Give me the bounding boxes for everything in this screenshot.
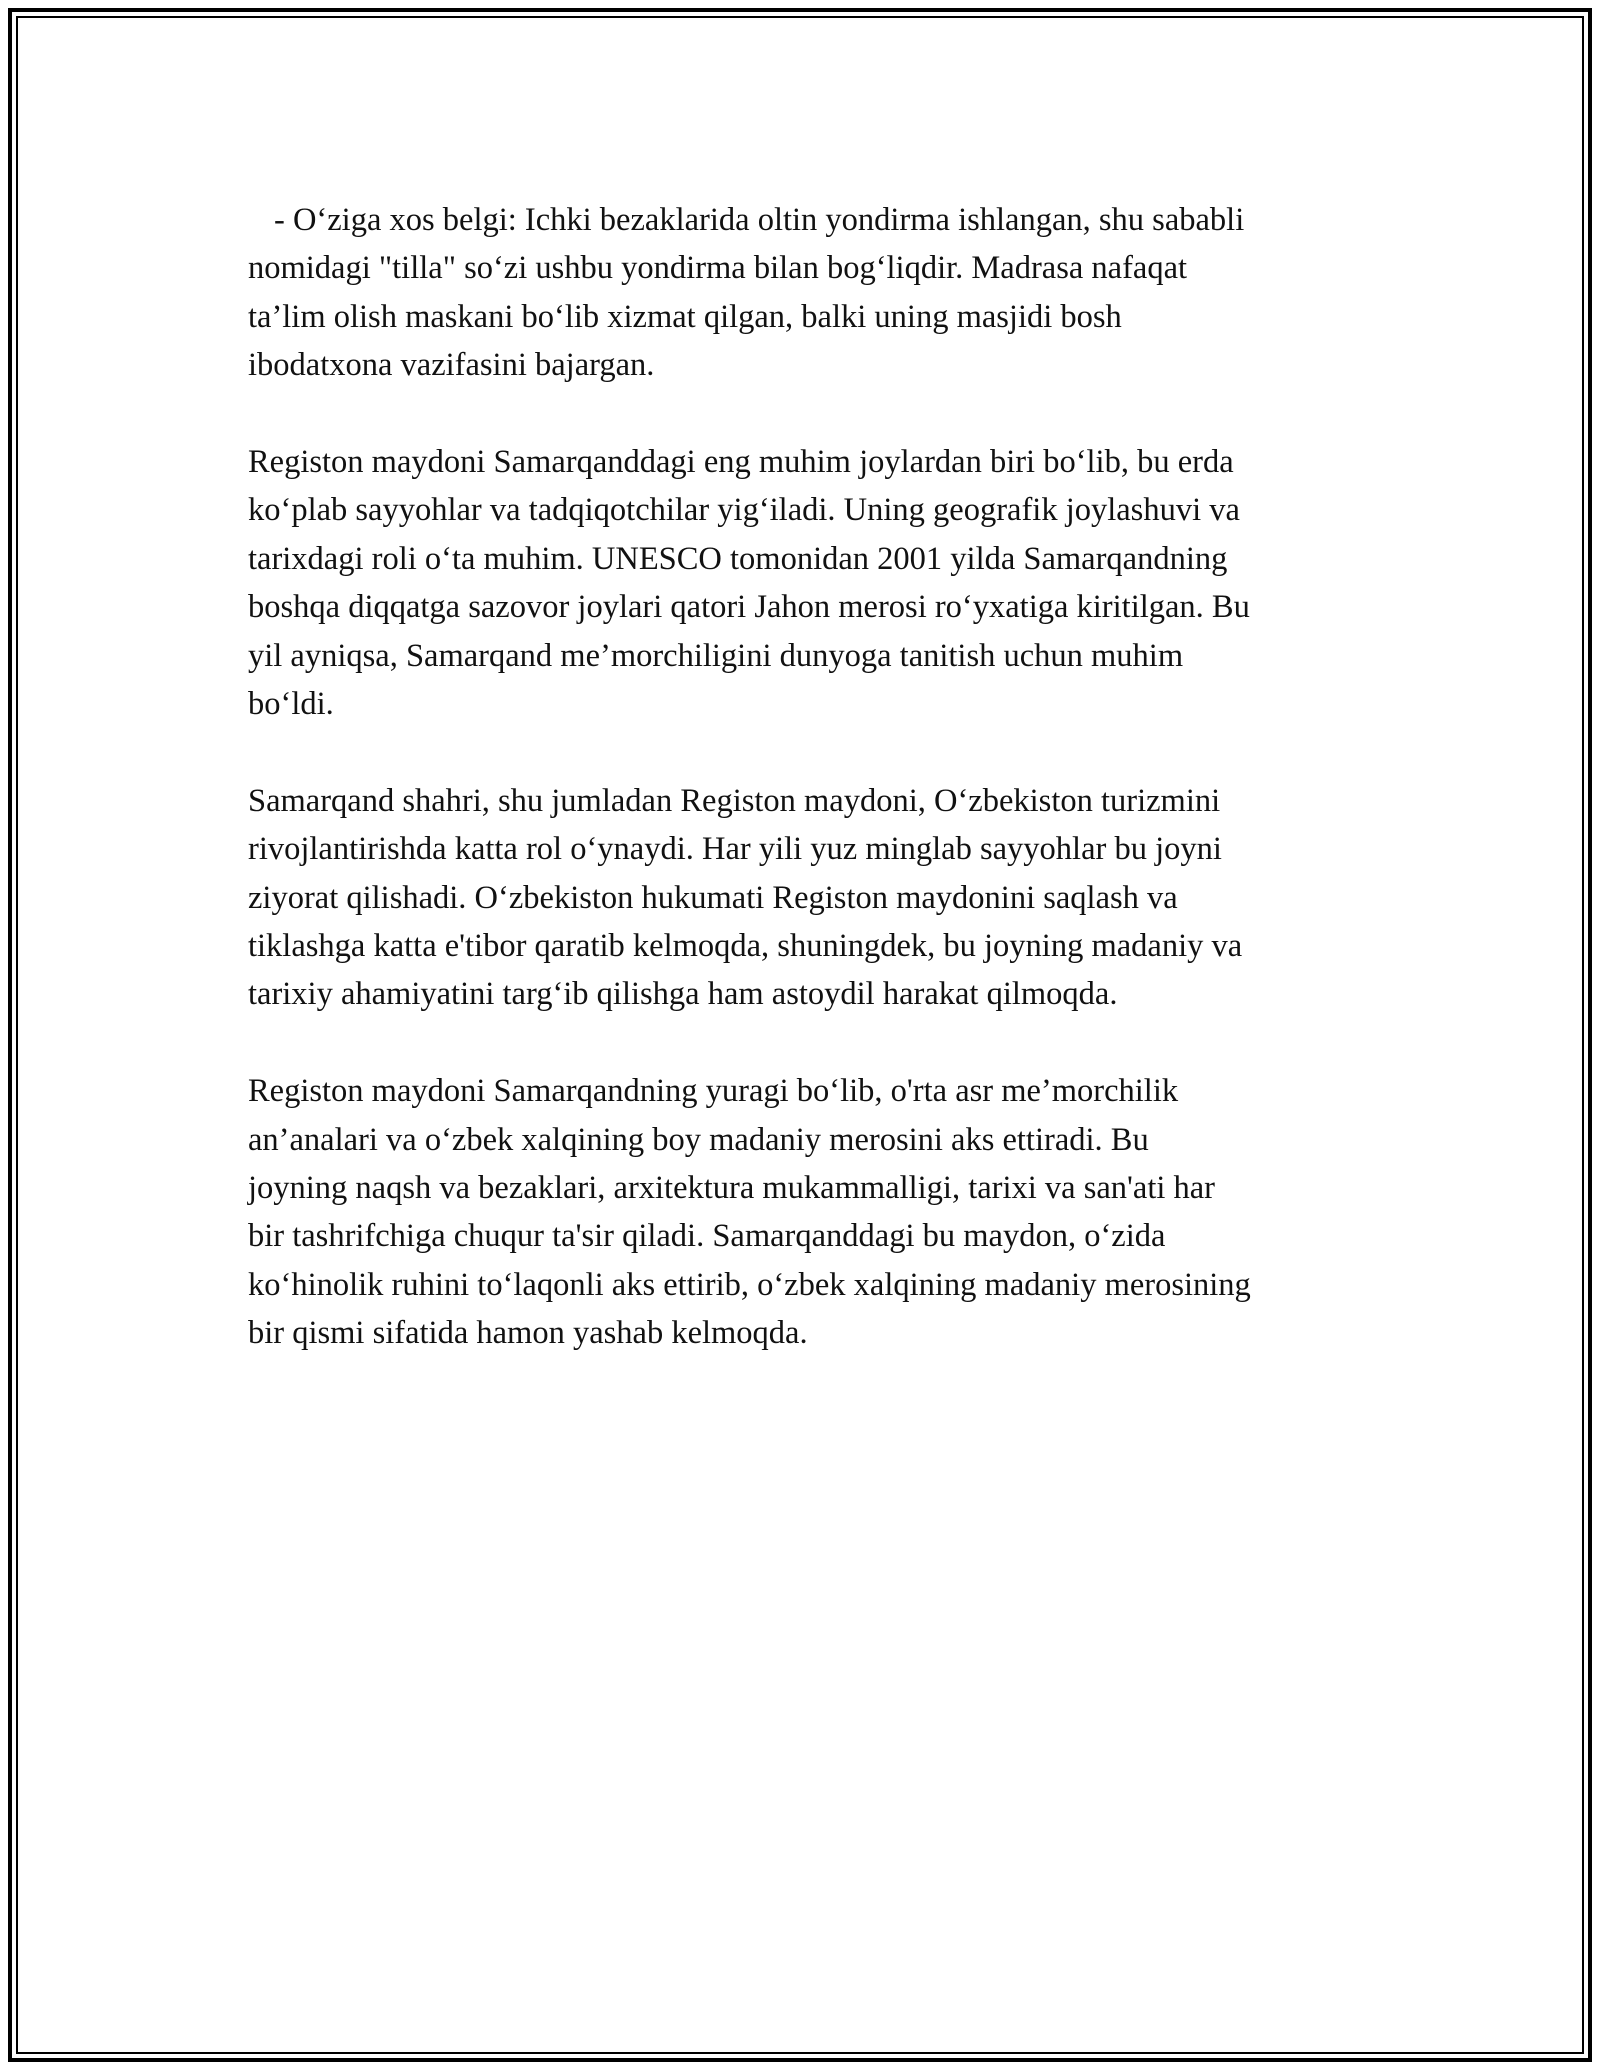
paragraph-registan-heart: Registon maydoni Samarqandning yuragi bo‘lib, o'rta asr me’morchilik an’analari va o‘zbek xalqining boy madaniy merosini aks ettiradi. Bu joyning naqsh va bezaklari, arxitektura mukammalligi, tarixi va san'ati har bir tashrifchiga chuqur ta'sir qiladi. Samarqanddagi bu maydon, o‘zida ko‘hinolik ruhini to‘laqonli aks ettirib, o‘zbek xalqining madaniy merosining bir qismi sifatida hamon yashab kelmoqda. <box>248 1073 1251 1352</box>
document-body <box>248 196 1408 1406</box>
paragraph-tilla-kori-feature: - O‘ziga xos belgi: Ichki bezaklarida oltin yondirma ishlangan, shu sababli nomidagi "tilla" so‘zi ushbu yondirma bilan bog‘liqdir. Madrasa nafaqat ta’lim olish maskani bo‘lib xizmat qilgan, balki uning masjidi bosh ibodatxona vazifasini bajargan. <box>248 202 1245 384</box>
paragraph-samarkand-tourism: Samarqand shahri, shu jumladan Registon maydoni, O‘zbekiston turizmini rivojlantirishda katta rol o‘ynaydi. Har yili yuz minglab sayyohlar bu joyni ziyorat qilishadi. O‘zbekiston hukumati Registon maydonini saqlash va tiklashga katta e'tibor qaratib kelmoqda, shuningdek, bu joyning madaniy va tarixiy ahamiyatini targ‘ib qilishga ham astoydil harakat qilmoqda. <box>248 782 1243 1013</box>
page-frame <box>8 8 1592 2062</box>
paragraph-registan-unesco: Registon maydoni Samarqanddagi eng muhim joylardan biri bo‘lib, bu erda ko‘plab sayyohlar va tadqiqotchilar yig‘iladi. Uning geografik joylashuvi va tarixdagi roli o‘ta muhim. UNESCO tomonidan 2001 yilda Samarqandning boshqa diqqatga sazovor joylari qatori Jahon merosi ro‘yxatiga kiritilgan. Bu yil ayniqsa, Samarqand me’morchiligini dunyoga tanitish uchun muhim bo‘ldi. <box>248 444 1250 723</box>
